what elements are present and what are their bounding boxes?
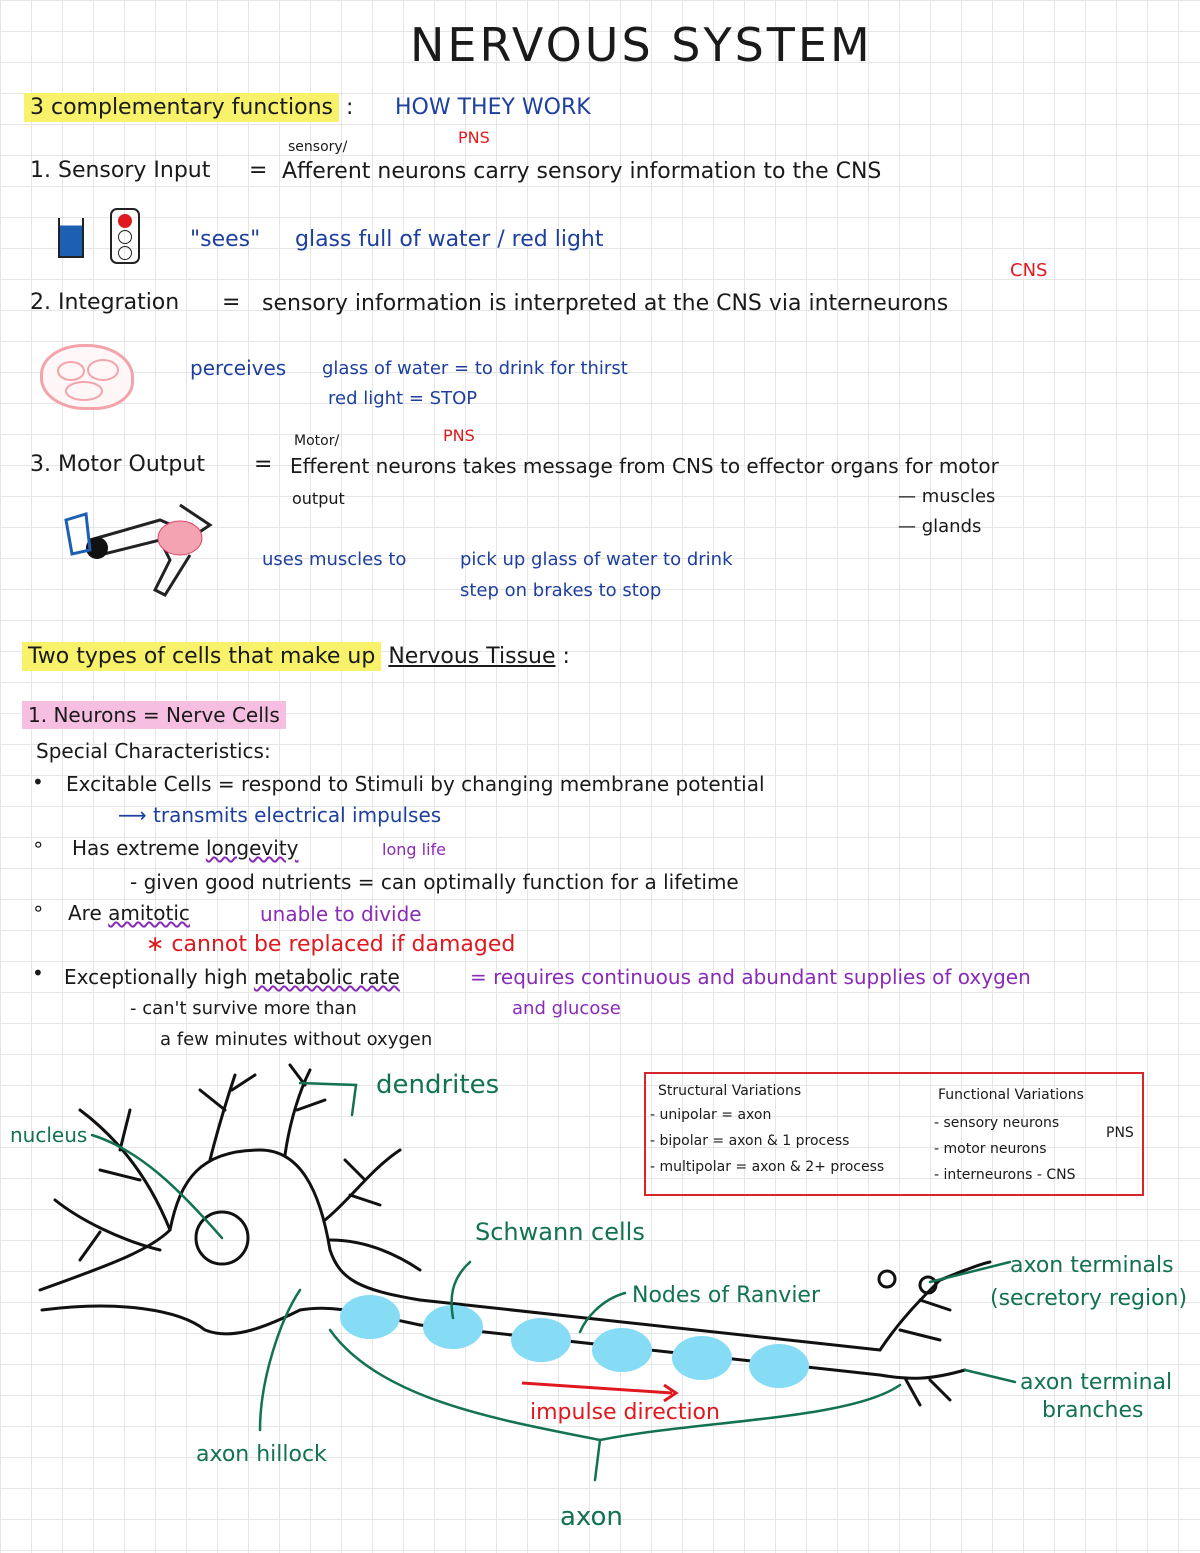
amitotic-warning: ∗ cannot be replaced if damaged: [146, 932, 516, 957]
page-title: NERVOUS SYSTEM: [410, 18, 873, 72]
label-nodes-of-ranvier: Nodes of Ranvier: [632, 1283, 821, 1308]
schwann-cells: [340, 1295, 809, 1388]
bullet-3-dot: ∘: [32, 896, 45, 920]
how-they-work-heading: HOW THEY WORK: [395, 95, 591, 120]
special-characteristics-heading: Special Characteristics:: [36, 739, 271, 763]
amitotic-definition: unable to divide: [260, 902, 422, 926]
label-impulse-direction: impulse direction: [530, 1400, 720, 1425]
brain-icon: [40, 344, 134, 410]
functional-title: Functional Variations: [938, 1087, 1084, 1103]
bullet-longevity-sub: - given good nutrients = can optimally function for a lifetime: [130, 870, 739, 894]
perceives-line-1: glass of water = to drink for thirst: [322, 358, 628, 379]
functional-item-1: - sensory neurons: [934, 1115, 1060, 1131]
functional-item-3: - interneurons - CNS: [934, 1167, 1076, 1183]
metabolic-definition-cont: and glucose: [512, 998, 621, 1019]
perceives-label: perceives: [190, 356, 287, 380]
label-axon-terminal-branches-1: axon terminal: [1020, 1370, 1173, 1395]
effector-glands: — glands: [898, 516, 982, 537]
structural-title: Structural Variations: [658, 1083, 802, 1099]
sensory-annotation: sensory/: [288, 139, 348, 155]
pns-annotation-1: PNS: [458, 128, 490, 147]
motor-output-definition: Efferent neurons takes message from CNS to effector organs for motor: [290, 454, 999, 478]
nervous-tissue-text: Nervous Tissue: [388, 644, 556, 669]
neurons-heading: [22, 705, 286, 725]
traffic-light-icon: [110, 208, 140, 264]
bullet-amitotic: [68, 903, 190, 923]
structural-item-2: - bipolar = axon & 1 process: [650, 1133, 850, 1149]
structural-item-3: - multipolar = axon & 2+ process: [650, 1159, 885, 1175]
metabolic-sub-1: - can't survive more than: [130, 998, 357, 1019]
label-axon: axon: [560, 1502, 623, 1532]
bullet-metabolic: [64, 967, 400, 987]
integration-definition: sensory information is interpreted at the CNS via interneurons: [262, 291, 949, 316]
metabolic-prefix: Exceptionally high: [64, 965, 248, 989]
bullet-longevity: [72, 838, 298, 858]
sensory-input-label: 1. Sensory Input: [30, 158, 211, 183]
cells-heading-colon: :: [562, 644, 570, 669]
functions-heading-text: 3 complementary functions: [24, 93, 339, 122]
integration-equals: =: [222, 290, 241, 315]
motor-output-definition-cont: output: [292, 489, 345, 508]
metabolic-definition: = requires continuous and abundant supplies of oxygen: [470, 965, 1031, 989]
functions-heading-colon: :: [346, 95, 354, 120]
metabolic-term: metabolic rate: [253, 965, 400, 989]
section-heading-cells: [22, 646, 570, 668]
sees-label: "sees": [190, 227, 261, 252]
glass-of-water-icon: [58, 218, 84, 258]
metabolic-sub-2: a few minutes without oxygen: [160, 1029, 433, 1050]
motor-output-equals: =: [254, 452, 273, 477]
structural-item-1: - unipolar = axon: [650, 1107, 772, 1123]
longevity-definition: long life: [382, 840, 446, 859]
label-axon-terminal-branches-2: branches: [1042, 1398, 1144, 1423]
amitotic-term: amitotic: [108, 901, 190, 925]
label-axon-hillock: axon hillock: [196, 1442, 327, 1467]
label-nucleus: nucleus: [10, 1123, 88, 1147]
motor-output-label: 3. Motor Output: [30, 452, 205, 477]
label-schwann-cells: Schwann cells: [475, 1218, 645, 1246]
label-axon-terminals: axon terminals: [1010, 1253, 1174, 1278]
bullet-4-dot: •: [32, 961, 44, 985]
motor-annotation: Motor/: [294, 433, 340, 449]
uses-line-2: step on brakes to stop: [460, 580, 662, 601]
neurons-heading-text: 1. Neurons = Nerve Cells: [22, 701, 286, 729]
functional-pns-bracket: PNS: [1106, 1125, 1134, 1141]
longevity-term: longevity: [205, 836, 299, 860]
neuron-variations-box: [644, 1072, 1144, 1196]
bullet-1-dot: •: [32, 770, 44, 794]
bullet-excitable: Excitable Cells = respond to Stimuli by changing membrane potential: [66, 772, 765, 796]
uses-muscles-label: uses muscles to: [262, 549, 407, 570]
label-secretory-region: (secretory region): [990, 1286, 1188, 1311]
cells-heading-text: Two types of cells that make up: [22, 642, 381, 671]
amitotic-prefix: Are: [68, 901, 102, 925]
arm-icon: [66, 505, 210, 595]
perceives-line-2: red light = STOP: [328, 388, 478, 409]
bullet-excitable-sub: ⟶ transmits electrical impulses: [118, 803, 442, 827]
bullet-2-dot: ∘: [32, 832, 45, 856]
section-heading-functions: [24, 97, 353, 119]
sensory-input-definition: Afferent neurons carry sensory information to the CNS: [282, 159, 882, 184]
functional-item-2: - motor neurons: [934, 1141, 1047, 1157]
sees-example: glass full of water / red light: [295, 227, 604, 252]
uses-line-1: pick up glass of water to drink: [460, 549, 733, 570]
cns-annotation: CNS: [1010, 260, 1048, 281]
effector-muscles: — muscles: [898, 486, 996, 507]
integration-label: 2. Integration: [30, 290, 180, 315]
pns-annotation-2: PNS: [443, 426, 475, 445]
longevity-prefix: Has extreme: [72, 836, 200, 860]
sensory-input-equals: =: [249, 158, 268, 183]
label-dendrites: dendrites: [376, 1070, 500, 1100]
